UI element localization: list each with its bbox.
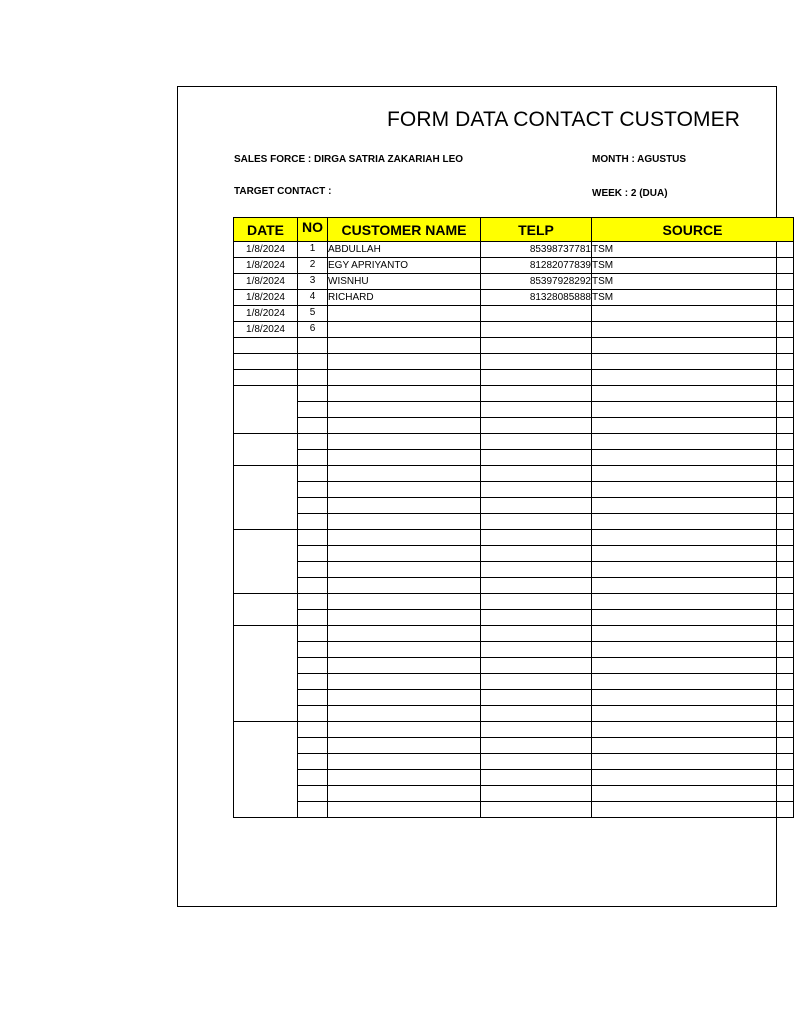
source-cell[interactable] [592, 306, 794, 322]
customer-name-cell[interactable] [328, 610, 481, 626]
table-row [234, 530, 794, 546]
source-cell[interactable] [592, 562, 794, 578]
telp-cell[interactable] [481, 498, 592, 514]
telp-cell[interactable] [481, 466, 592, 482]
table-row [234, 690, 794, 706]
source-cell[interactable] [592, 514, 794, 530]
no-cell[interactable] [298, 530, 328, 546]
table-row [234, 354, 794, 370]
table-row [234, 274, 794, 290]
no-cell[interactable] [298, 450, 328, 466]
source-cell[interactable] [592, 418, 794, 434]
table-row [234, 306, 794, 322]
source-cell[interactable] [592, 610, 794, 626]
no-cell[interactable] [298, 594, 328, 610]
telp-cell[interactable] [481, 610, 592, 626]
telp-cell[interactable] [481, 562, 592, 578]
telp-cell[interactable] [481, 770, 592, 786]
source-cell[interactable]: TSM [592, 274, 794, 290]
source-cell[interactable]: TSM [592, 290, 794, 306]
table-header-row [234, 218, 794, 242]
month-label: MONTH : AGUSTUS [592, 154, 687, 165]
customer-name-cell[interactable] [328, 578, 481, 594]
customer-name-cell[interactable]: WISNHU [328, 274, 481, 290]
telp-cell[interactable] [481, 530, 592, 546]
customer-name-cell[interactable] [328, 530, 481, 546]
no-cell[interactable] [298, 706, 328, 722]
telp-cell[interactable] [481, 370, 592, 386]
telp-cell[interactable] [481, 402, 592, 418]
no-cell[interactable]: 4 [298, 290, 328, 306]
no-cell[interactable] [298, 386, 328, 402]
source-cell[interactable] [592, 642, 794, 658]
telp-cell[interactable] [481, 690, 592, 706]
customer-name-cell[interactable]: EGY APRIYANTO [328, 258, 481, 274]
table-row [234, 466, 794, 482]
date-cell[interactable] [234, 338, 298, 354]
table-row [234, 290, 794, 306]
source-cell[interactable]: TSM [592, 242, 794, 258]
source-cell[interactable] [592, 370, 794, 386]
source-cell[interactable] [592, 802, 794, 818]
customer-name-cell[interactable] [328, 434, 481, 450]
customer-name-cell[interactable] [328, 482, 481, 498]
table-row [234, 546, 794, 562]
table-row [234, 242, 794, 258]
customer-name-cell[interactable] [328, 354, 481, 370]
source-cell[interactable] [592, 738, 794, 754]
customer-name-cell[interactable] [328, 322, 481, 338]
customer-name-cell[interactable] [328, 450, 481, 466]
customer-name-cell[interactable] [328, 338, 481, 354]
table-row [234, 770, 794, 786]
customer-name-cell[interactable] [328, 754, 481, 770]
no-cell[interactable] [298, 578, 328, 594]
no-cell[interactable] [298, 338, 328, 354]
no-cell[interactable] [298, 418, 328, 434]
table-row [234, 626, 794, 642]
source-cell[interactable] [592, 322, 794, 338]
table-row [234, 706, 794, 722]
source-cell[interactable] [592, 706, 794, 722]
source-cell[interactable] [592, 386, 794, 402]
header-customer-name: CUSTOMER NAME [328, 218, 481, 242]
customer-name-cell[interactable] [328, 402, 481, 418]
date-cell[interactable] [234, 434, 298, 466]
customer-name-cell[interactable] [328, 418, 481, 434]
source-cell[interactable] [592, 466, 794, 482]
customer-name-cell[interactable] [328, 786, 481, 802]
no-cell[interactable]: 5 [298, 306, 328, 322]
table-row [234, 754, 794, 770]
table-row [234, 514, 794, 530]
source-cell[interactable] [592, 786, 794, 802]
table-row [234, 674, 794, 690]
no-cell[interactable] [298, 642, 328, 658]
date-cell[interactable] [234, 466, 298, 530]
date-cell[interactable] [234, 530, 298, 594]
no-cell[interactable] [298, 402, 328, 418]
no-cell[interactable] [298, 738, 328, 754]
telp-cell[interactable] [481, 642, 592, 658]
source-cell[interactable] [592, 530, 794, 546]
table-row [234, 578, 794, 594]
no-cell[interactable] [298, 786, 328, 802]
table-row [234, 594, 794, 610]
date-cell[interactable] [234, 386, 298, 434]
date-cell[interactable] [234, 354, 298, 370]
customer-name-cell[interactable]: ABDULLAH [328, 242, 481, 258]
no-cell[interactable] [298, 498, 328, 514]
no-cell[interactable] [298, 770, 328, 786]
date-cell[interactable] [234, 626, 298, 722]
customer-name-cell[interactable] [328, 626, 481, 642]
customer-name-cell[interactable] [328, 802, 481, 818]
no-cell[interactable] [298, 626, 328, 642]
customer-name-cell[interactable] [328, 658, 481, 674]
table-row [234, 386, 794, 402]
customer-name-cell[interactable] [328, 690, 481, 706]
no-cell[interactable] [298, 562, 328, 578]
date-cell[interactable]: 1/8/2024 [234, 306, 298, 322]
telp-cell[interactable] [481, 754, 592, 770]
no-cell[interactable] [298, 690, 328, 706]
table-row [234, 322, 794, 338]
telp-cell[interactable] [481, 658, 592, 674]
table-row [234, 642, 794, 658]
source-cell[interactable] [592, 546, 794, 562]
date-cell[interactable]: 1/8/2024 [234, 258, 298, 274]
table-row [234, 434, 794, 450]
no-cell[interactable]: 1 [298, 242, 328, 258]
table-row [234, 498, 794, 514]
customer-name-cell[interactable]: RICHARD [328, 290, 481, 306]
header-telp: TELP [481, 218, 592, 242]
date-cell[interactable]: 1/8/2024 [234, 322, 298, 338]
no-cell[interactable] [298, 466, 328, 482]
customer-name-cell[interactable] [328, 770, 481, 786]
source-cell[interactable] [592, 690, 794, 706]
customer-name-cell[interactable] [328, 722, 481, 738]
table-row [234, 402, 794, 418]
no-cell[interactable] [298, 754, 328, 770]
customer-name-cell[interactable] [328, 594, 481, 610]
table-row [234, 658, 794, 674]
telp-cell[interactable] [481, 674, 592, 690]
customer-name-cell[interactable] [328, 514, 481, 530]
telp-cell[interactable] [481, 418, 592, 434]
telp-cell[interactable] [481, 578, 592, 594]
telp-cell[interactable] [481, 386, 592, 402]
target-contact-label: TARGET CONTACT : [234, 186, 332, 197]
customer-name-cell[interactable] [328, 642, 481, 658]
no-cell[interactable] [298, 354, 328, 370]
table-body [234, 242, 794, 818]
telp-cell[interactable] [481, 786, 592, 802]
no-cell[interactable] [298, 610, 328, 626]
customer-name-cell[interactable] [328, 562, 481, 578]
telp-cell[interactable]: 85398737781 [481, 242, 592, 258]
date-cell[interactable]: 1/8/2024 [234, 242, 298, 258]
source-cell[interactable] [592, 626, 794, 642]
contact-table [233, 217, 794, 818]
customer-name-cell[interactable] [328, 498, 481, 514]
table-row [234, 722, 794, 738]
no-cell[interactable] [298, 674, 328, 690]
customer-name-cell[interactable] [328, 386, 481, 402]
telp-cell[interactable]: 85397928292 [481, 274, 592, 290]
source-cell[interactable] [592, 450, 794, 466]
telp-cell[interactable] [481, 450, 592, 466]
source-cell[interactable] [592, 578, 794, 594]
source-cell[interactable] [592, 594, 794, 610]
no-cell[interactable] [298, 658, 328, 674]
telp-cell[interactable]: 81328085888 [481, 290, 592, 306]
date-cell[interactable] [234, 722, 298, 818]
header-date: DATE [234, 218, 298, 242]
telp-cell[interactable] [481, 738, 592, 754]
source-cell[interactable] [592, 770, 794, 786]
source-cell[interactable] [592, 674, 794, 690]
header-source: SOURCE [592, 218, 794, 242]
telp-cell[interactable] [481, 434, 592, 450]
customer-name-cell[interactable] [328, 370, 481, 386]
table-row [234, 786, 794, 802]
date-cell[interactable] [234, 370, 298, 386]
customer-name-cell[interactable] [328, 674, 481, 690]
no-cell[interactable] [298, 482, 328, 498]
table-row [234, 258, 794, 274]
telp-cell[interactable] [481, 706, 592, 722]
telp-cell[interactable] [481, 338, 592, 354]
telp-cell[interactable] [481, 482, 592, 498]
source-cell[interactable]: TSM [592, 258, 794, 274]
telp-cell[interactable] [481, 322, 592, 338]
date-cell[interactable]: 1/8/2024 [234, 274, 298, 290]
no-cell[interactable] [298, 434, 328, 450]
telp-cell[interactable] [481, 594, 592, 610]
table-row [234, 738, 794, 754]
source-cell[interactable] [592, 498, 794, 514]
table-row [234, 562, 794, 578]
source-cell[interactable] [592, 338, 794, 354]
no-cell[interactable] [298, 514, 328, 530]
table-row [234, 610, 794, 626]
source-cell[interactable] [592, 482, 794, 498]
no-cell[interactable] [298, 370, 328, 386]
no-cell[interactable]: 6 [298, 322, 328, 338]
table-row [234, 482, 794, 498]
table-row [234, 450, 794, 466]
telp-cell[interactable] [481, 802, 592, 818]
table-row [234, 802, 794, 818]
form-title: FORM DATA CONTACT CUSTOMER [387, 108, 740, 131]
week-label: WEEK : 2 (DUA) [592, 188, 668, 199]
table-row [234, 338, 794, 354]
no-cell[interactable]: 2 [298, 258, 328, 274]
telp-cell[interactable] [481, 626, 592, 642]
customer-name-cell[interactable] [328, 306, 481, 322]
telp-cell[interactable] [481, 306, 592, 322]
telp-cell[interactable] [481, 546, 592, 562]
source-cell[interactable] [592, 434, 794, 450]
date-cell[interactable] [234, 594, 298, 626]
customer-name-cell[interactable] [328, 546, 481, 562]
sales-force-label: SALES FORCE : DIRGA SATRIA ZAKARIAH LEO [234, 154, 464, 165]
source-cell[interactable] [592, 354, 794, 370]
no-cell[interactable] [298, 802, 328, 818]
source-cell[interactable] [592, 658, 794, 674]
telp-cell[interactable]: 81282077839 [481, 258, 592, 274]
customer-name-cell[interactable] [328, 738, 481, 754]
no-cell[interactable]: 3 [298, 274, 328, 290]
date-cell[interactable]: 1/8/2024 [234, 290, 298, 306]
table-row [234, 370, 794, 386]
customer-name-cell[interactable] [328, 466, 481, 482]
table-row [234, 418, 794, 434]
source-cell[interactable] [592, 754, 794, 770]
telp-cell[interactable] [481, 514, 592, 530]
no-cell[interactable] [298, 722, 328, 738]
telp-cell[interactable] [481, 722, 592, 738]
header-no: NO [298, 218, 328, 242]
source-cell[interactable] [592, 722, 794, 738]
telp-cell[interactable] [481, 354, 592, 370]
customer-name-cell[interactable] [328, 706, 481, 722]
source-cell[interactable] [592, 402, 794, 418]
no-cell[interactable] [298, 546, 328, 562]
